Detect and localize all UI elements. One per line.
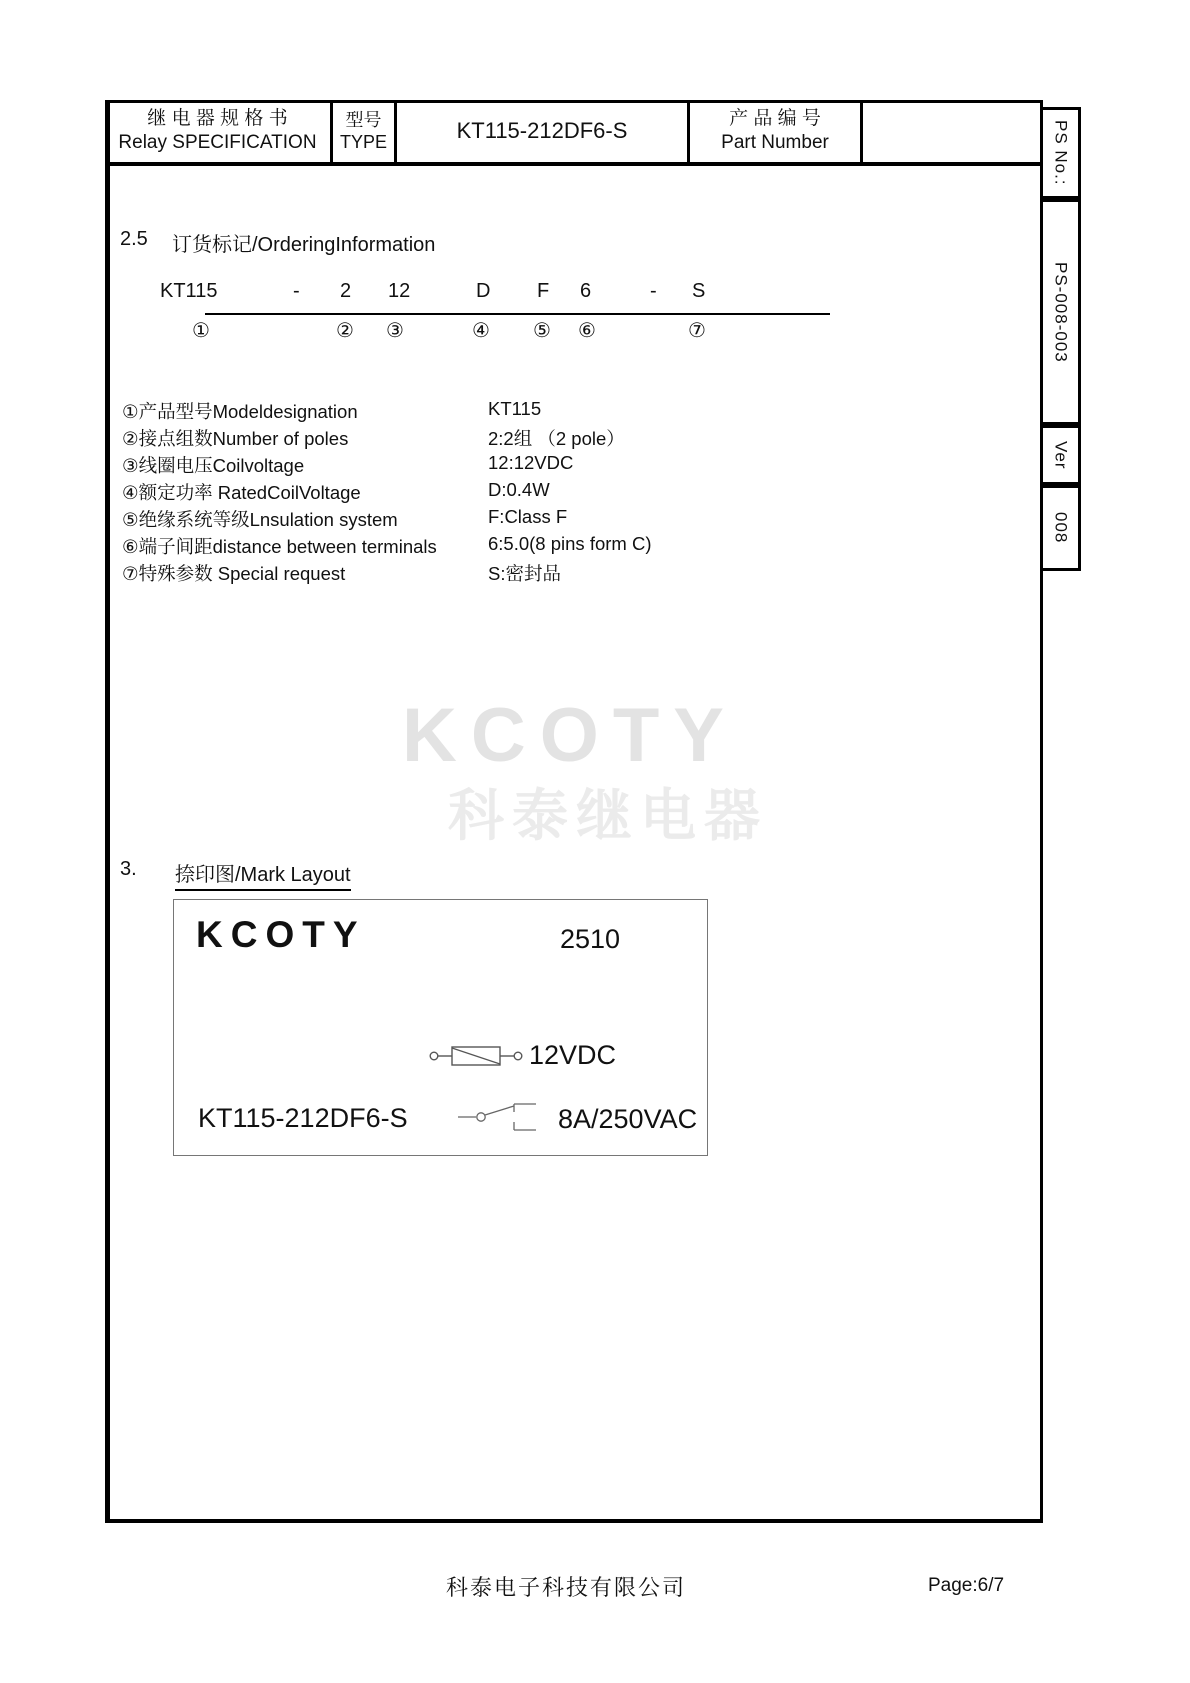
coil-symbol-icon bbox=[429, 1042, 525, 1070]
date-code: 2510 bbox=[560, 924, 621, 954]
legend-label: ⑤绝缘系统等级Lnsulation system bbox=[122, 509, 398, 530]
ps-no-label: PS No.: bbox=[1051, 120, 1071, 186]
footer-company: 科泰电子科技有限公司 bbox=[446, 1575, 687, 1600]
header-table bbox=[105, 100, 1043, 166]
type-label-en: TYPE bbox=[339, 132, 387, 152]
header-title-en: Relay SPECIFICATION bbox=[118, 132, 317, 153]
legend-value: 6:5.0(8 pins form C) bbox=[488, 533, 652, 554]
code-part-series: KT115 bbox=[160, 280, 218, 302]
header-empty-cell bbox=[863, 100, 1043, 162]
model-number: KT115-212DF6-S bbox=[456, 118, 628, 144]
legend-value: KT115 bbox=[488, 398, 542, 419]
part-number-en: Part Number bbox=[721, 132, 829, 153]
legend-label: ④额定功率 RatedCoilVoltage bbox=[122, 482, 361, 503]
header-model-cell bbox=[397, 100, 690, 162]
ps-no-label-box bbox=[1040, 107, 1081, 199]
code-part-class: F bbox=[537, 280, 550, 302]
watermark-logo: KCOTY bbox=[402, 693, 738, 778]
legend-row bbox=[122, 452, 882, 478]
mark-6: ⑥ bbox=[578, 320, 596, 342]
mark-2: ② bbox=[336, 320, 354, 342]
code-part-dash1: - bbox=[293, 280, 300, 302]
ps-no-value: PS-008-003 bbox=[1051, 261, 1071, 363]
contact-rating: 8A/250VAC bbox=[558, 1104, 698, 1134]
kcoty-logo: KCOTY bbox=[196, 914, 366, 955]
ver-label-box bbox=[1040, 425, 1081, 485]
legend-row bbox=[122, 560, 882, 586]
mark-4: ④ bbox=[472, 320, 490, 342]
legend-row bbox=[122, 425, 882, 451]
mark-5: ⑤ bbox=[533, 320, 551, 342]
mark-1: ① bbox=[192, 320, 210, 342]
ver-value: 008 bbox=[1051, 512, 1071, 544]
mark-3: ③ bbox=[386, 320, 404, 342]
part-number-cn: 产 品 编 号 bbox=[729, 108, 821, 130]
legend-value: 12:12VDC bbox=[488, 452, 574, 473]
code-part-voltage: 12 bbox=[388, 280, 411, 302]
legend-row bbox=[122, 506, 882, 532]
watermark-cn: 科泰继电器 bbox=[448, 784, 768, 847]
code-part-poles: 2 bbox=[340, 280, 352, 302]
footer-page-number: Page:6/7 bbox=[928, 1575, 1005, 1596]
legend-label: ⑥端子间距distance between terminals bbox=[122, 536, 437, 557]
mark-model: KT115-212DF6-S bbox=[198, 1103, 408, 1133]
header-type-cell bbox=[333, 100, 397, 162]
mark-layout-box bbox=[173, 899, 708, 1156]
legend-row bbox=[122, 533, 882, 559]
legend-label: ①产品型号Modeldesignation bbox=[122, 401, 358, 422]
ver-label: Ver bbox=[1051, 440, 1071, 470]
legend-value: S:密封品 bbox=[488, 563, 561, 584]
code-part-power: D bbox=[476, 280, 491, 302]
header-partnumber-cell bbox=[690, 100, 863, 162]
legend-row bbox=[122, 398, 882, 424]
coil-voltage: 12VDC bbox=[529, 1040, 617, 1070]
type-label-cn: 型号 bbox=[345, 109, 382, 130]
code-part-dash2: - bbox=[650, 280, 657, 302]
ps-no-value-box bbox=[1040, 199, 1081, 425]
legend-value: 2:2组 （2 pole） bbox=[488, 428, 625, 449]
header-title-cn: 继 电 器 规 格 书 bbox=[147, 108, 288, 130]
mark-section-title: 捺印图/Mark Layout bbox=[175, 858, 351, 891]
ver-value-box bbox=[1040, 485, 1081, 571]
code-part-pitch: 6 bbox=[580, 280, 592, 302]
legend-label: ⑦特殊参数 Special request bbox=[122, 563, 346, 584]
legend-label: ②接点组数Number of poles bbox=[122, 428, 349, 449]
switch-symbol-icon bbox=[456, 1096, 542, 1136]
legend-label: ③线圈电压Coilvoltage bbox=[122, 455, 305, 476]
ordering-section-title: 订货标记/OrderingInformation bbox=[172, 234, 436, 256]
mark-7: ⑦ bbox=[688, 320, 706, 342]
ordering-section-number: 2.5 bbox=[120, 228, 148, 250]
legend-row bbox=[122, 479, 882, 505]
code-underline bbox=[205, 313, 830, 315]
mark-section-number: 3. bbox=[120, 858, 137, 880]
code-part-special: S bbox=[692, 280, 706, 302]
legend-value: D:0.4W bbox=[488, 479, 550, 500]
header-title-cell bbox=[105, 100, 333, 162]
legend-value: F:Class F bbox=[488, 506, 568, 527]
